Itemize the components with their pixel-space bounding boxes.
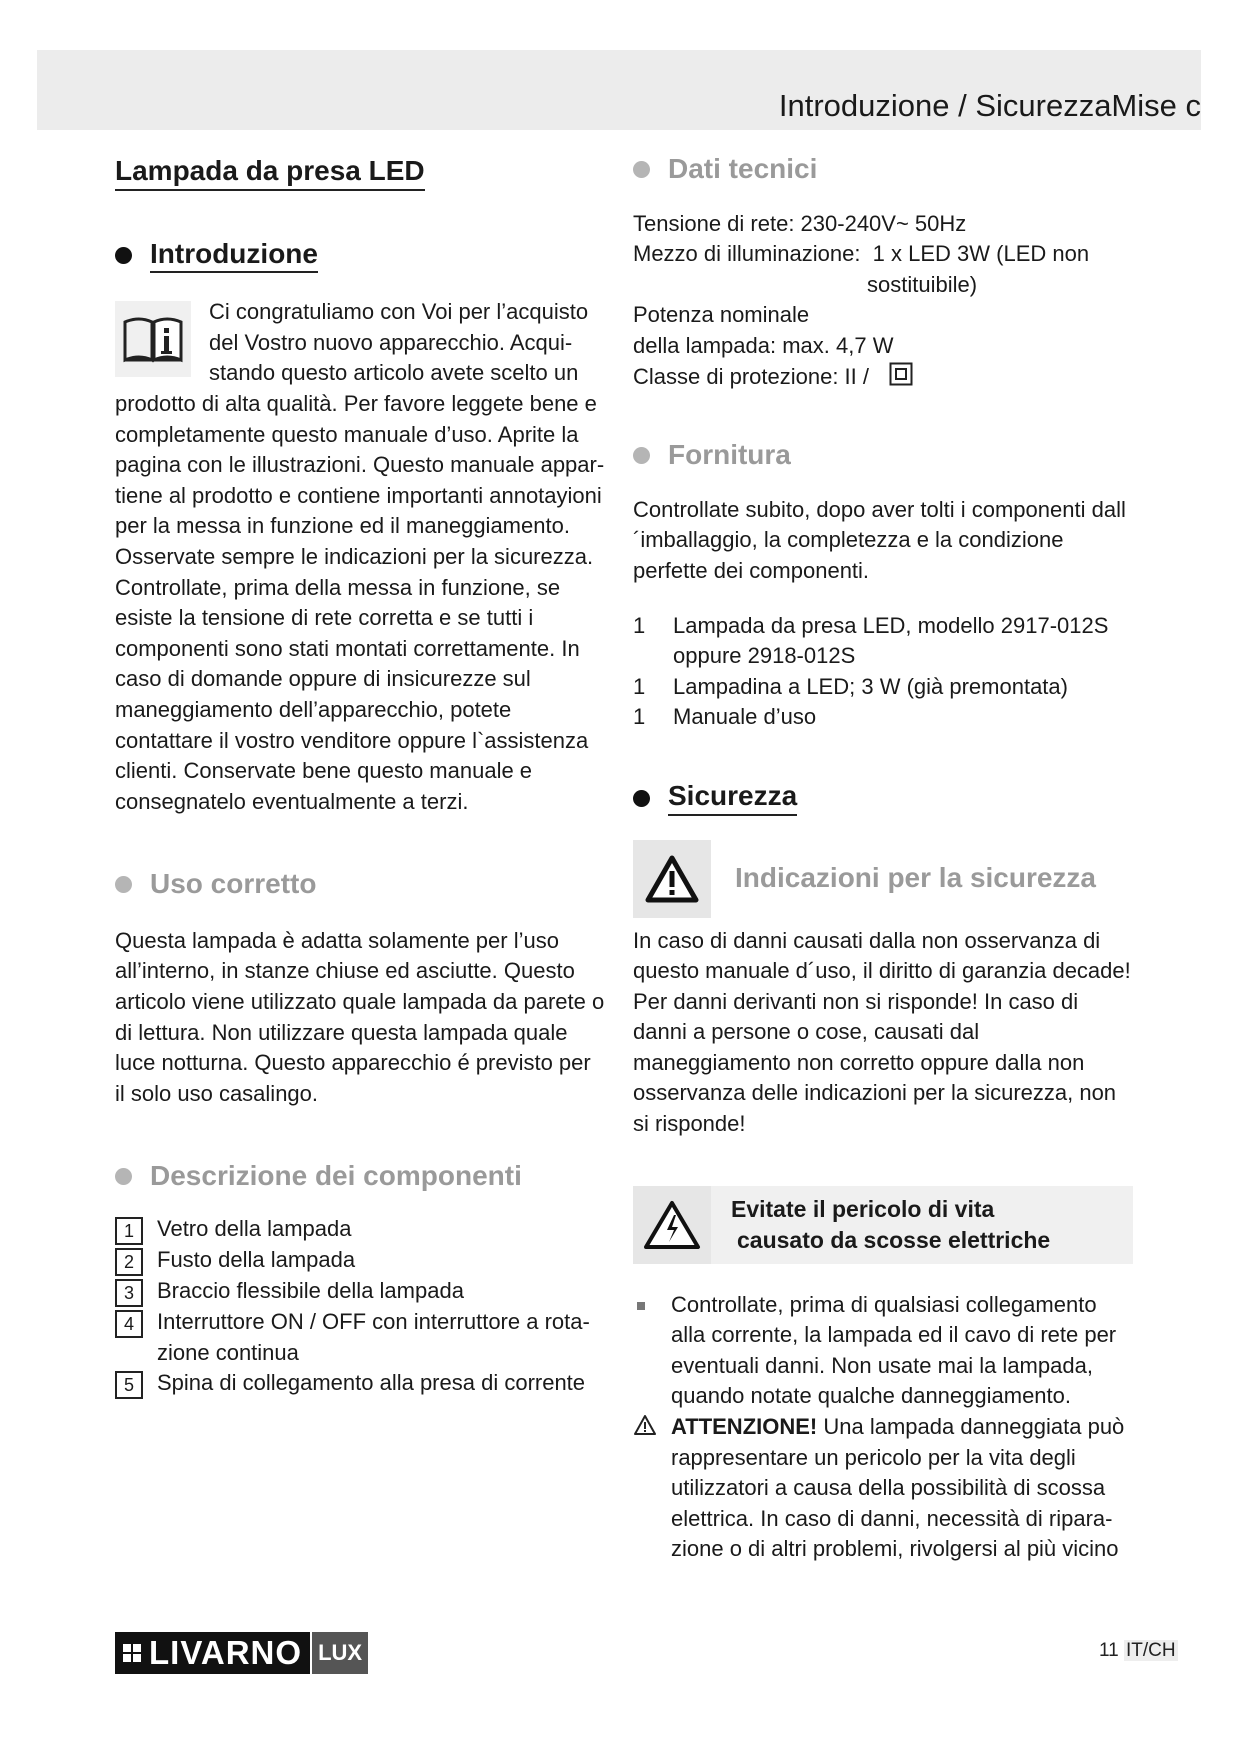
list-item — [115, 1307, 605, 1368]
number-box: 1 — [115, 1217, 143, 1245]
right-column — [633, 150, 1133, 1565]
item-qty: 1 — [633, 704, 646, 730]
bullet-dot-icon — [633, 447, 650, 464]
intro-line-3: stando questo articolo avete scelto un — [209, 360, 579, 386]
attention-body: Una lampada danneggiata può rappresentare un pericolo per la vita degli utilizzatori a causa della possibilità di scossa elettrica. In caso di danni, necessità di riparazione o di altri problemi, rivolgersi al più vicino — [671, 1414, 1125, 1562]
item-qty: 1 — [633, 612, 646, 638]
section-heading: Fornitura — [668, 439, 791, 471]
list-item — [115, 1368, 605, 1399]
list-item — [115, 1214, 605, 1245]
square-bullet-icon — [637, 1302, 645, 1310]
electric-shock-title — [731, 1194, 1050, 1256]
section-heading: Descrizione dei componenti — [150, 1160, 522, 1192]
list-item — [115, 1245, 605, 1276]
attention-label: ATTENZIONE! — [671, 1414, 818, 1440]
section-dati-tecnici — [633, 154, 1133, 185]
list-item — [633, 672, 1133, 703]
spec-potenza-2: della lampada: max. 4,7 W — [633, 332, 894, 358]
intro-block — [115, 297, 605, 817]
shock-title-line-2: causato da scosse elettriche — [737, 1226, 1051, 1253]
section-heading: Introduzione — [150, 239, 318, 274]
bullet-dot-icon — [115, 876, 132, 893]
page-number — [1099, 1640, 1178, 1662]
spec-classe — [633, 362, 1133, 395]
spec-tensione: Tensione di rete: 230-240V~ 50Hz — [633, 210, 967, 236]
item-label: Lampadina a LED; 3 W (già premontata) — [673, 673, 1068, 699]
item-label: Vetro della lampada — [157, 1216, 352, 1242]
number-box: 5 — [115, 1371, 143, 1399]
intro-line-1: Ci congratuliamo con Voi per l’acquisto — [209, 299, 589, 325]
attention-note — [633, 1412, 1133, 1565]
spec-label: Mezzo di illuminazione: — [633, 241, 861, 267]
section-uso-corretto — [115, 869, 605, 900]
section-heading: Sicurezza — [668, 781, 797, 816]
section-introduzione — [115, 239, 605, 274]
bullet-dot-icon — [633, 161, 650, 178]
spec-mezzo — [633, 239, 1133, 270]
specs-block — [633, 209, 1133, 395]
number-box: 3 — [115, 1279, 143, 1307]
page-locale: IT/CH — [1126, 1640, 1176, 1661]
intro-line-2: del Vostro nuovo apparecchio. Acqui- — [209, 329, 573, 355]
left-column — [115, 150, 605, 1399]
number-box: 2 — [115, 1248, 143, 1276]
brand-suffix: LUX — [312, 1632, 368, 1674]
item-label: Fusto della lampada — [157, 1247, 356, 1273]
section-fornitura — [633, 440, 1133, 471]
page-title: Lampada da presa LED — [115, 156, 425, 191]
brand-name: LIVARNO — [149, 1634, 303, 1671]
item-label: Lampada da presa LED, modello 2917-012S oppure 2918-012S — [673, 612, 1109, 669]
intro-text: prodotto di alta qualità. Per favore leggete bene e completamente questo manuale d’uso. Aprite la pagina con le illustrazioni. Questo manuale appartiene al prodotto e contiene importanti annotayioni per la messa in funzione ed il maneggiamento. Osservate sempre le indicazioni per la sicurezza. Controllate, prima della messa in funzione, se esiste la tensione di rete corretta e se tutti i componenti sono stati montati correttamente. In caso di domande oppure di insicurezze sul maneggiamento dell’apparecchio, potete contattare il vostro venditore oppure l`assistenza clienti. Conservate bene questo manuale e consegnatelo eventualmente a terzi. — [115, 390, 605, 814]
brand-logo — [115, 1632, 368, 1674]
item-label: Braccio flessibile della lampada — [157, 1278, 464, 1304]
component-list — [115, 1214, 605, 1399]
item-qty: 1 — [633, 673, 646, 699]
safety-bullet — [633, 1290, 1133, 1412]
section-heading: Dati tecnici — [668, 153, 818, 184]
double-insulation-icon — [889, 362, 913, 395]
spec-classe-text: Classe di protezione: II / — [633, 363, 870, 389]
electric-shock-header — [633, 1186, 1133, 1264]
spec-value: 1 x LED 3W (LED non — [872, 241, 1090, 267]
bullet-dot-icon — [633, 790, 650, 807]
list-item — [115, 1276, 605, 1307]
fornitura-list — [633, 611, 1133, 733]
page-number-value: 11 — [1099, 1640, 1119, 1661]
list-item — [633, 702, 1133, 733]
logo-main — [115, 1632, 310, 1674]
section-heading: Uso corretto — [150, 868, 317, 900]
bullet-dot-icon — [115, 1168, 132, 1185]
bullet-dot-icon — [115, 247, 132, 264]
item-label: Spina di collegamento alla presa di corrente — [157, 1370, 586, 1396]
item-label: Manuale d’uso — [673, 704, 817, 730]
bullet-text: Controllate, prima di qualsiasi collegamento alla corrente, la lampada ed il cavo di rete per eventuali danni. Non usate mai la lampada, quando notate qualche danneggiamento. — [671, 1291, 1117, 1409]
logo-squares-icon — [123, 1634, 143, 1672]
shock-title-line-1: Evitate il pericolo di vita — [731, 1195, 995, 1222]
safety-instructions-title: Indicazioni per la sicurezza — [735, 862, 1097, 894]
list-item — [633, 611, 1133, 672]
electric-shock-warning-icon — [633, 1186, 711, 1264]
attention-text — [671, 1412, 1133, 1565]
number-box: 4 — [115, 1310, 143, 1338]
header-title: Introduzione / SicurezzaMise c — [778, 88, 1201, 123]
safety-instructions-header — [633, 840, 1133, 918]
safety-text: In caso di danni causati dalla non osservanza di questo manuale d´uso, il diritto di garanzia decade! Per danni derivanti non si risponde! In caso di danni a persone o cose, causati dal maneggiamento non corretto oppure dalla non osservanza delle indicazioni per la sicurezza, non si risponde! — [633, 927, 1131, 1137]
fornitura-text: Controllate subito, dopo aver tolti i componenti dall´imballaggio, la completezza e la condizione perfette dei componenti. — [633, 496, 1126, 583]
uso-text: Questa lampada è adatta solamente per l’uso all’interno, in stanze chiuse ed asciutte. Questo articolo viene utilizzato quale lampada da parete o di lettura. Non utilizzare questa lampada quale luce notturna. Questo apparecchio é previsto per il solo uso casalingo. — [115, 927, 605, 1106]
item-label: Interruttore ON / OFF con interruttore a rotazione continua — [157, 1309, 590, 1365]
spec-potenza-1: Potenza nominale — [633, 302, 810, 328]
warning-triangle-icon — [633, 840, 711, 918]
info-book-icon — [115, 301, 191, 377]
section-descrizione — [115, 1161, 605, 1192]
section-sicurezza — [633, 781, 1133, 816]
small-warning-icon — [633, 1412, 671, 1445]
spec-mezzo-cont: sostituibile) — [867, 271, 978, 297]
